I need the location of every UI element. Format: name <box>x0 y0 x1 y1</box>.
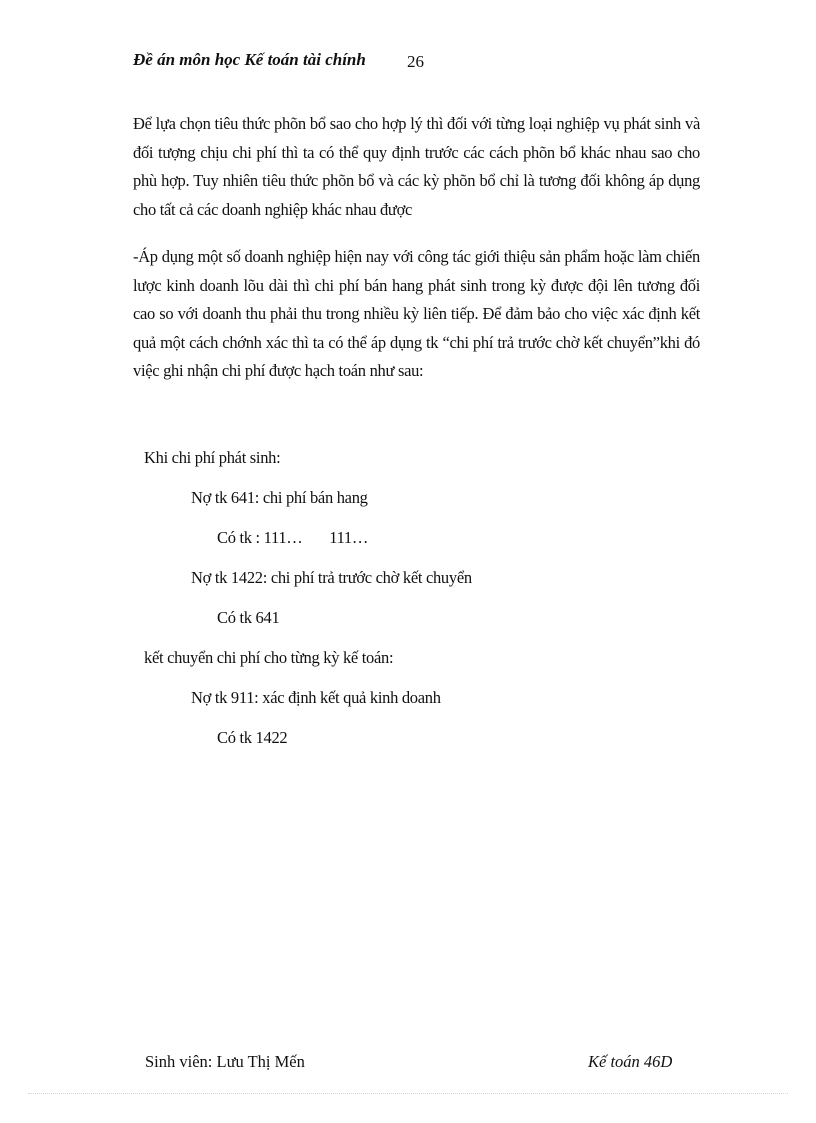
page-number: 26 <box>407 52 424 71</box>
footer-student-name: Sinh viên: Lưu Thị Mến <box>145 1052 305 1071</box>
entry-line-when-cost-incurred: Khi chi phí phát sinh: <box>144 448 281 467</box>
entry-line-credit-111: Có tk : 111… 111… <box>217 528 369 547</box>
paragraph-prepaid-expenses: -Áp dụng một số doanh nghiệp hiện nay với công tác giới thiệu sản phẩm hoặc làm chiến lược kinh doanh lõu dài thì chi phí bán hang phát sinh trong kỳ được đội lên tương đối cao so với doanh thu phải thu trong nhiều kỳ liên tiếp. Để đảm bảo cho việc xác định kết quả một cách chớnh xác thì ta có thể áp dụng tk “chi phí trả trước chờ kết chuyển”khi đó việc ghi nhận chi phí được hạch toán như sau: <box>133 247 700 380</box>
entry-line-transfer-costs: kết chuyển chi phí cho từng kỳ kế toán: <box>144 648 394 667</box>
entry-line-credit-641: Có tk 641 <box>217 608 280 627</box>
entry-line-debit-641: Nợ tk 641: chi phí bán hang <box>191 488 368 507</box>
document-title: Đề án môn học Kế toán tài chính <box>133 50 366 69</box>
paragraph-allocation-criteria: Để lựa chọn tiêu thức phõn bổ sao cho hợp lý thì đối với từng loại nghiệp vụ phát sinh và đối tượng chịu chi phí thì ta có thể quy định trước các cách phõn bổ khác nhau sao cho phù hợp. Tuy nhiên tiêu thức phõn bổ và các kỳ phõn bổ chỉ là tương đối không áp dụng cho tất cả các doanh nghiệp khác nhau được <box>133 114 700 219</box>
entry-line-debit-1422: Nợ tk 1422: chi phí trả trước chờ kết chuyển <box>191 568 472 587</box>
page-bottom-divider <box>28 1093 788 1094</box>
entry-line-credit-1422: Có tk 1422 <box>217 728 288 747</box>
footer-class: Kế toán 46D <box>588 1052 673 1071</box>
entry-line-debit-911: Nợ tk 911: xác định kết quả kinh doanh <box>191 688 441 707</box>
